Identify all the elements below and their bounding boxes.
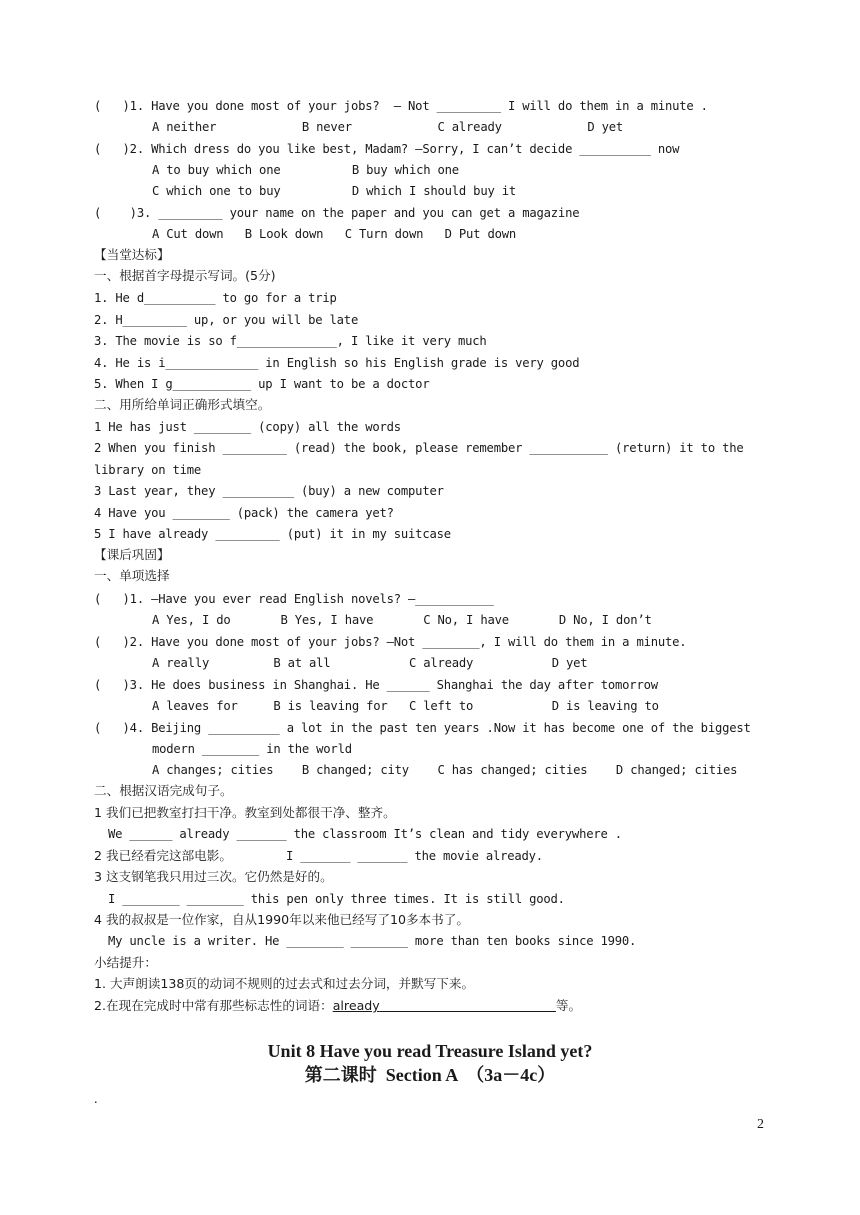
mc-question-1: ( )1. Have you done most of your jobs? — Not _________ I will do them in a minute .	[94, 99, 708, 113]
mc-options-3: A Cut down B Look down C Turn down D Put down	[152, 227, 517, 241]
word-item-4: 4. He is i_____________ in English so his English grade is very good	[94, 356, 580, 370]
fill-item-4: 4 Have you ________ (pack) the camera yet?	[94, 506, 394, 520]
section-heading-after-class: 【课后巩固】	[94, 547, 170, 562]
word-item-2: 2. H_________ up, or you will be late	[94, 313, 359, 327]
lesson-title: Unit 8 Have you read Treasure Island yet?	[267, 1041, 593, 1061]
part-heading-single-choice: 一、单项选择	[94, 568, 170, 583]
sentence-chinese-1: 1 我们已把教室打扫干净。教室到处都很干净、整齐。	[94, 805, 396, 820]
lesson-subtitle: 第二课时 Section A （3a－4c）	[304, 1065, 556, 1085]
summary-item-2-answer: already	[332, 998, 380, 1013]
choice-options-4: A changes; cities B changed; city C has changed; cities D changed; cities	[152, 763, 738, 777]
mc-options-2a: A to buy which one B buy which one	[152, 163, 459, 177]
summary-item-2-prefix: 2.在现在完成时中常有那些标志性的词语：	[94, 998, 333, 1013]
word-item-1: 1. He d__________ to go for a trip	[94, 291, 337, 305]
fill-item-2a: 2 When you finish _________ (read) the book, please remember ___________ (return) it to the	[94, 441, 744, 455]
summary-item-2-suffix: 等。	[555, 998, 582, 1013]
part-heading-fill-form: 二、用所给单词正确形式填空。	[94, 397, 271, 412]
choice-question-2: ( )2. Have you done most of your jobs? —Not ________, I will do them in a minute.	[94, 635, 687, 649]
part-heading-initial-letter: 一、根据首字母提示写词。(5分)	[94, 268, 276, 283]
sentence-english-2: I _______ _______ the movie already.	[286, 849, 543, 863]
choice-question-3: ( )3. He does business in Shanghai. He ______ Shanghai the day after tomorrow	[94, 678, 658, 692]
mc-options-2b: C which one to buy D which I should buy it	[152, 184, 517, 198]
mc-question-3: ( )3. _________ your name on the paper and you can get a magazine	[94, 206, 580, 220]
page-number: 2	[757, 1117, 764, 1132]
sentence-english-4: My uncle is a writer. He ________ ________ more than ten books since 1990.	[108, 934, 637, 948]
choice-options-2: A really B at all C already D yet	[152, 656, 588, 670]
sentence-chinese-3: 3 这支钢笔我只用过三次。它仍然是好的。	[94, 869, 333, 884]
summary-heading: 小结提升：	[94, 955, 157, 970]
choice-options-1: A Yes, I do B Yes, I have C No, I have D No, I don’t	[152, 613, 652, 627]
choice-question-4a: ( )4. Beijing __________ a lot in the past ten years .Now it has become one of the biggest	[94, 721, 751, 735]
word-item-3: 3. The movie is so f______________, I like it very much	[94, 334, 487, 348]
section-heading-class-practice: 【当堂达标】	[94, 247, 170, 262]
sentence-chinese-4: 4 我的叔叔是一位作家，自从1990年以来他已经写了10多本书了。	[94, 912, 469, 927]
word-item-5: 5. When I g___________ up I want to be a doctor	[94, 377, 430, 391]
sentence-english-1: We ______ already _______ the classroom It’s clean and tidy everywhere .	[108, 827, 622, 841]
summary-item-2	[94, 998, 581, 1014]
part-heading-complete-sentences: 二、根据汉语完成句子。	[94, 783, 233, 798]
fill-item-2b: library on time	[94, 463, 202, 477]
sentence-english-3: I ________ ________ this pen only three times. It is still good.	[108, 892, 565, 906]
fill-item-5: 5 I have already _________ (put) it in my suitcase	[94, 527, 451, 541]
mc-question-2: ( )2. Which dress do you like best, Madam? —Sorry, I can’t decide __________ now	[94, 142, 680, 156]
stray-dot: .	[94, 1092, 98, 1107]
fill-item-1: 1 He has just ________ (copy) all the words	[94, 420, 401, 434]
fill-item-3: 3 Last year, they __________ (buy) a new computer	[94, 484, 444, 498]
mc-options-1: A neither B never C already D yet	[152, 120, 624, 134]
summary-item-2-blank	[380, 998, 556, 1013]
choice-question-4b: modern ________ in the world	[152, 742, 352, 756]
sentence-chinese-2: 2 我已经看完这部电影。	[94, 848, 232, 863]
choice-question-1: ( )1. —Have you ever read English novels? —___________	[94, 592, 494, 606]
summary-item-1: 1. 大声朗读138页的动词不规则的过去式和过去分词，并默写下来。	[94, 976, 475, 991]
choice-options-3: A leaves for B is leaving for C left to D is leaving to	[152, 699, 659, 713]
